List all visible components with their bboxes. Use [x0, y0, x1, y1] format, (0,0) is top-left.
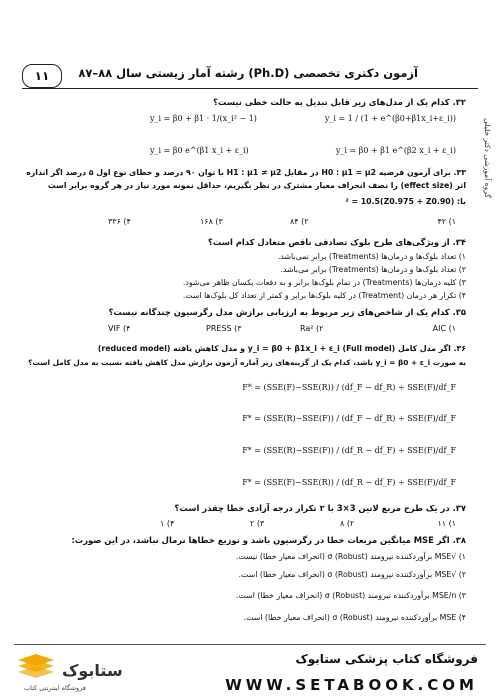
q37-option-4: ۱ (۴	[160, 519, 175, 528]
page-number: ۱۱	[22, 64, 62, 88]
side-label: گروه آموزشی دکتر خلیلی	[483, 118, 492, 198]
q36-option-2: F* = (SSE(R)−SSE(F)) / (df_F − df_R) ÷ SSE(F)/df_F	[242, 414, 456, 423]
question-35: ۳۵. کدام یک از شاخص‌های زیر مربوط به ارزیابی برازش مدل رگرسیون چندگانه نیست؟	[108, 307, 466, 317]
q35-option-1: AIC (۱	[432, 324, 456, 333]
q33-option-1: ۴۲ (۱	[437, 217, 456, 226]
header-divider	[22, 88, 478, 89]
q35-option-3: PRESS (۳	[206, 324, 242, 333]
question-33-line-2: اثر (effect size) را نصف انحراف معیار مشترک در نظر بگیریم، حداقل نمونه مورد نیاز در هر گروه برابر است	[47, 181, 466, 190]
logo-subtitle: فروشگاه اینترنتی کتاب	[24, 684, 86, 692]
footer-store-name: فروشگاه کتاب پزشکی ستابوک	[295, 652, 478, 666]
question-33-line-1: ۳۳. برای آزمون فرضیه H0 : μ1 = μ2 در مقابل H1 : μ1 ≠ μ2 با توان ۹۰ درصد و خطای نوع اول ۵ درصد اگر اندازه	[26, 168, 466, 177]
q32-option-4: y_i = β0 e^(β1 x_i + ε_i)	[150, 146, 249, 155]
exam-title: آزمون دکتری تخصصی (Ph.D) رشته آمار زیستی سال ۸۸–۸۷	[78, 66, 418, 80]
q36-option-3: F* = (SSE(R)−SSE(F)) / (df_R − df_F) ÷ SSE(F)/df_F	[242, 446, 456, 455]
book-stack-icon	[14, 652, 124, 686]
q38-option-1: ۱) √MSE برآوردکننده نیرومند (Robust) σ (انحراف معیار خطا) نیست.	[235, 552, 466, 561]
q34-option-3: ۳) کلیه درمان‌ها (Treatments) در تمام بلوک‌ها برابر و به دفعات یکسان ظاهر می‌شود.	[182, 278, 466, 287]
q38-option-4: ۴) MSE برآوردکننده نیرومند (Robust) σ (انحراف معیار خطا) است.	[243, 613, 466, 622]
q33-option-4: ۳۳۶ (۴	[108, 217, 131, 226]
q32-option-1: y_i = 1 / (1 + e^(β0+β1x_i+ε_i))	[324, 114, 456, 123]
q32-option-2: y_i = β0 + β1 · 1/(x_i² − 1)	[150, 114, 257, 123]
question-34: ۳۴. از ویژگی‌های طرح بلوک تصادفی ناقص متعادل کدام است؟	[208, 237, 466, 247]
q38-option-3: ۳) MSE/n برآوردکننده نیرومند (Robust) σ (انحراف معیار خطا) است.	[236, 591, 466, 600]
q33-option-2: ۸۴ (۲	[290, 217, 309, 226]
q38-option-2: ۲) √MSE برآوردکننده نیرومند (Robust) σ (انحراف معیار خطا) است.	[238, 570, 466, 579]
footer-url[interactable]: WWW.SETABOOK.COM	[225, 676, 478, 694]
q37-option-3: ۲ (۳	[250, 519, 265, 528]
question-33-line-3: با: (Z0.975 + Z0.90)² = 10.5	[345, 197, 466, 206]
page-header	[22, 62, 478, 90]
q34-option-4: ۴) تکرار هر درمان (Treatment) در کلیه بلوک‌ها برابر و کمتر از تعداد کل بلوک‌ها است.	[182, 291, 466, 300]
q36-option-1: F* = (SSE(F)−SSE(R)) / (df_F − df_R) ÷ SSE(F)/df_F	[242, 383, 456, 392]
question-37: ۳۷. در یک طرح مربع لاتین 3×3 با ۲ تکرار درجه آزادی خطا چقدر است؟	[174, 503, 466, 513]
q37-option-2: ۸ (۲	[340, 519, 355, 528]
question-32: ۳۲. کدام یک از مدل‌های زیر قابل تبدیل به حالت خطی نیست؟	[213, 97, 466, 107]
question-36-line-2: به صورت y_i = β0 + ε_i باشد، کدام یک از گزینه‌های زیر آماره آزمون برازش مدل کاهش یافته نسبت به مدل کامل است؟	[28, 358, 466, 367]
q34-option-2: ۲) تعداد بلوک‌ها و درمان‌ها (Treatments) برابر می‌باشد.	[280, 265, 466, 274]
logo-text: ستابوک	[62, 661, 123, 680]
question-36-line-1: ۳۶. اگر مدل کامل (Full model) y_i = β0 + β1x_i + ε_i و مدل کاهش یافته (reduced model)	[97, 344, 466, 353]
q35-option-2: Ra² (۲	[300, 324, 324, 333]
question-38: ۳۸. اگر MSE میانگین مربعات خطا در رگرسیون باشد و توزیع خطاها نرمال نباشد، در این صورت:	[71, 535, 466, 545]
q36-option-4: F* = (SSE(F)−SSE(R)) / (df_R − df_F) ÷ SSE(F)/df_F	[242, 478, 456, 487]
q32-option-3: y_i = β0 + β1 e^(β2 x_i + ε_i)	[335, 146, 456, 155]
footer-divider	[14, 644, 486, 645]
q37-option-1: ۱۱ (۱	[437, 519, 456, 528]
q33-option-3: ۱۶۸ (۳	[200, 217, 223, 226]
q35-option-4: VIF (۴	[108, 324, 131, 333]
q34-option-1: ۱) تعداد بلوک‌ها و درمان‌ها (Treatments) برابر نمی‌باشد.	[277, 252, 466, 261]
